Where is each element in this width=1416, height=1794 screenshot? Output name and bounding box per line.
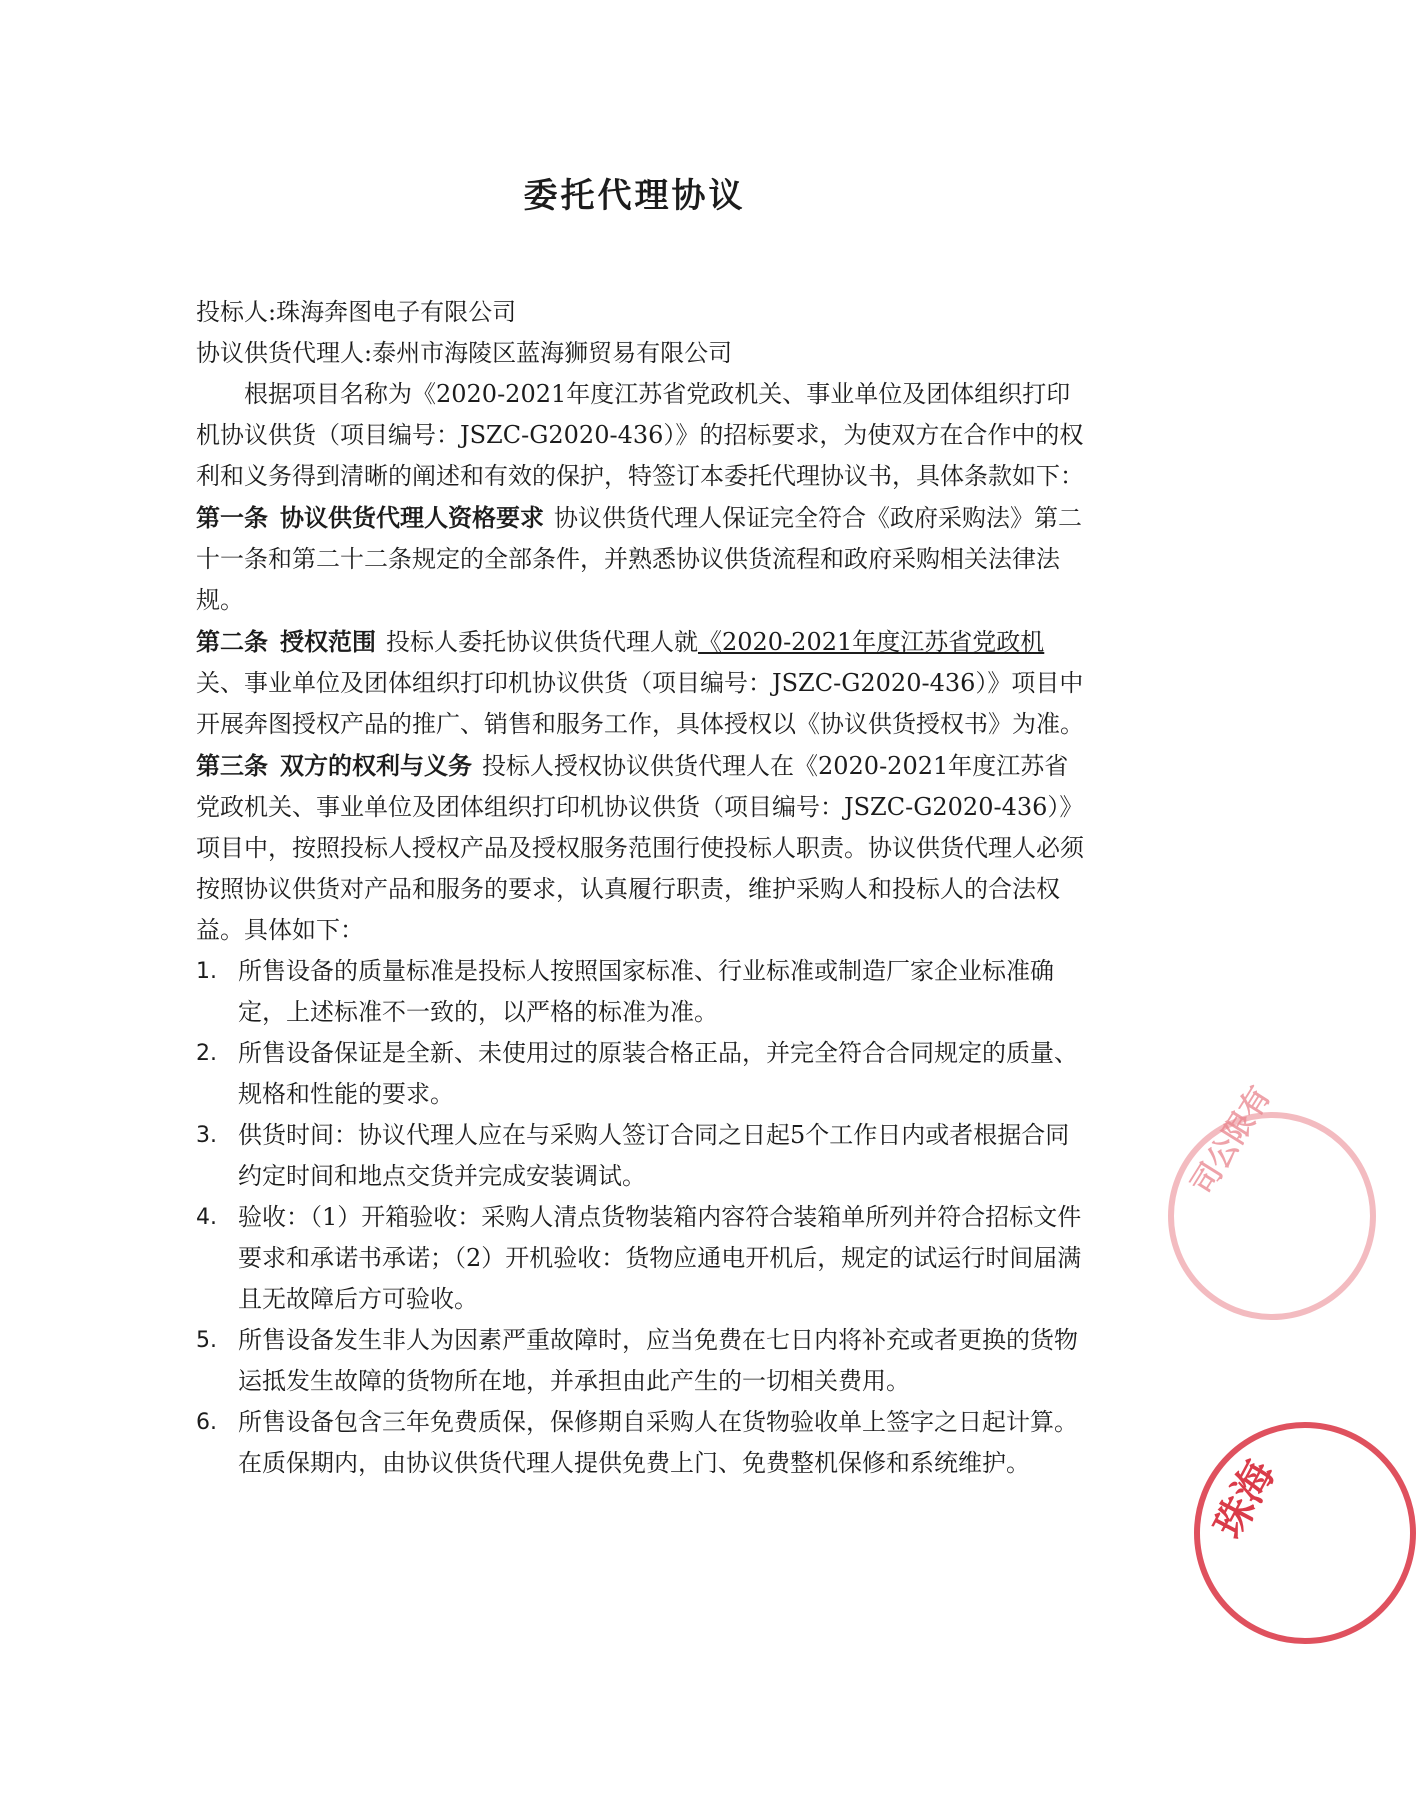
article-1-title: 协议供货代理人资格要求	[280, 503, 544, 532]
article-2-body-after: 关、事业单位及团体组织打印机协议供货（项目编号：JSZC-G2020-436）》项目中开展奔图授权产品的推广、销售和服务工作，具体授权以《协议供货授权书》为准。	[196, 669, 1084, 738]
article-2	[196, 621, 1086, 745]
list-item-text: 供货时间：协议代理人应在与采购人签订合同之日起5个工作日内或者根据合同约定时间和地点交货并完成安装调试。	[238, 1121, 1070, 1190]
article-2-heading	[196, 627, 376, 656]
list-item-number: 2.	[196, 1041, 217, 1066]
bidder-line: 投标人:珠海奔图电子有限公司	[196, 298, 517, 326]
intro-paragraph: 根据项目名称为《2020-2021年度江苏省党政机关、事业单位及团体组织打印机协议供货（项目编号：JSZC-G2020-436）》的招标要求，为使双方在合作中的权利和义务得到清晰的阐述和有效的保护，特签订本委托代理协议书，具体条款如下：	[196, 380, 1084, 490]
article-1-number: 第一条	[196, 503, 268, 532]
list-item-text: 所售设备的质量标准是投标人按照国家标准、行业标准或制造厂家企业标准确定，上述标准不一致的，以严格的标准为准。	[238, 957, 1054, 1026]
article-2-title: 授权范围	[280, 627, 376, 656]
list-item-number: 4.	[196, 1205, 217, 1230]
company-seal-text-top: 司公限有	[1184, 1080, 1279, 1201]
company-seal-text-bottom: 珠海	[1205, 1453, 1285, 1546]
list-item-text: 所售设备发生非人为因素严重故障时，应当免费在七日内将补充或者更换的货物运抵发生故障的货物所在地，并承担由此产生的一切相关费用。	[238, 1326, 1078, 1395]
list-item-text: 所售设备包含三年免费质保，保修期自采购人在货物验收单上签字之日起计算。在质保期内，由协议供货代理人提供免费上门、免费整机保修和系统维护。	[238, 1408, 1078, 1477]
list-item	[196, 1197, 1086, 1320]
obligations-list	[196, 951, 1086, 1484]
list-item	[196, 1033, 1086, 1115]
list-item	[196, 1402, 1086, 1484]
article-3-number: 第三条	[196, 751, 268, 780]
article-3-body: 投标人授权协议供货代理人在《2020-2021年度江苏省党政机关、事业单位及团体组织打印机协议供货（项目编号：JSZC-G2020-436）》项目中，按照投标人授权产品及授权服务范围行使投标人职责。协议供货代理人必须按照协议供货对产品和服务的要求，认真履行职责，维护采购人和投标人的合法权益。具体如下：	[196, 752, 1084, 944]
list-item-number: 6.	[196, 1410, 217, 1435]
list-item	[196, 951, 1086, 1033]
article-1-body: 协议供货代理人保证完全符合《政府采购法》第二十一条和第二十二条规定的全部条件，并熟悉协议供货流程和政府采购相关法律法规。	[196, 504, 1082, 614]
agent-line: 协议供货代理人:泰州市海陵区蓝海狮贸易有限公司	[196, 339, 733, 367]
list-item-number: 5.	[196, 1328, 217, 1353]
article-3	[196, 745, 1086, 951]
list-item-number: 3.	[196, 1123, 217, 1148]
article-2-body-underlined: 《2020-2021年度江苏省党政机	[698, 628, 1045, 656]
article-1	[196, 497, 1086, 621]
article-2-body-before: 投标人委托协议供货代理人就	[386, 628, 698, 656]
article-2-number: 第二条	[196, 627, 268, 656]
list-item	[196, 1115, 1086, 1197]
article-3-title: 双方的权利与义务	[280, 751, 472, 780]
article-1-heading	[196, 503, 544, 532]
list-item-text: 验收：（1）开箱验收：采购人清点货物装箱内容符合装箱单所列并符合招标文件要求和承诺书承诺；（2）开机验收：货物应通电开机后，规定的试运行时间届满且无故障后方可验收。	[238, 1203, 1082, 1313]
article-3-heading	[196, 751, 472, 780]
document-title: 委托代理协议	[523, 176, 746, 216]
document-body	[196, 292, 1086, 1484]
list-item-number: 1.	[196, 959, 217, 984]
list-item	[196, 1320, 1086, 1402]
list-item-text: 所售设备保证是全新、未使用过的原装合格正品，并完全符合合同规定的质量、规格和性能的要求。	[238, 1039, 1078, 1108]
